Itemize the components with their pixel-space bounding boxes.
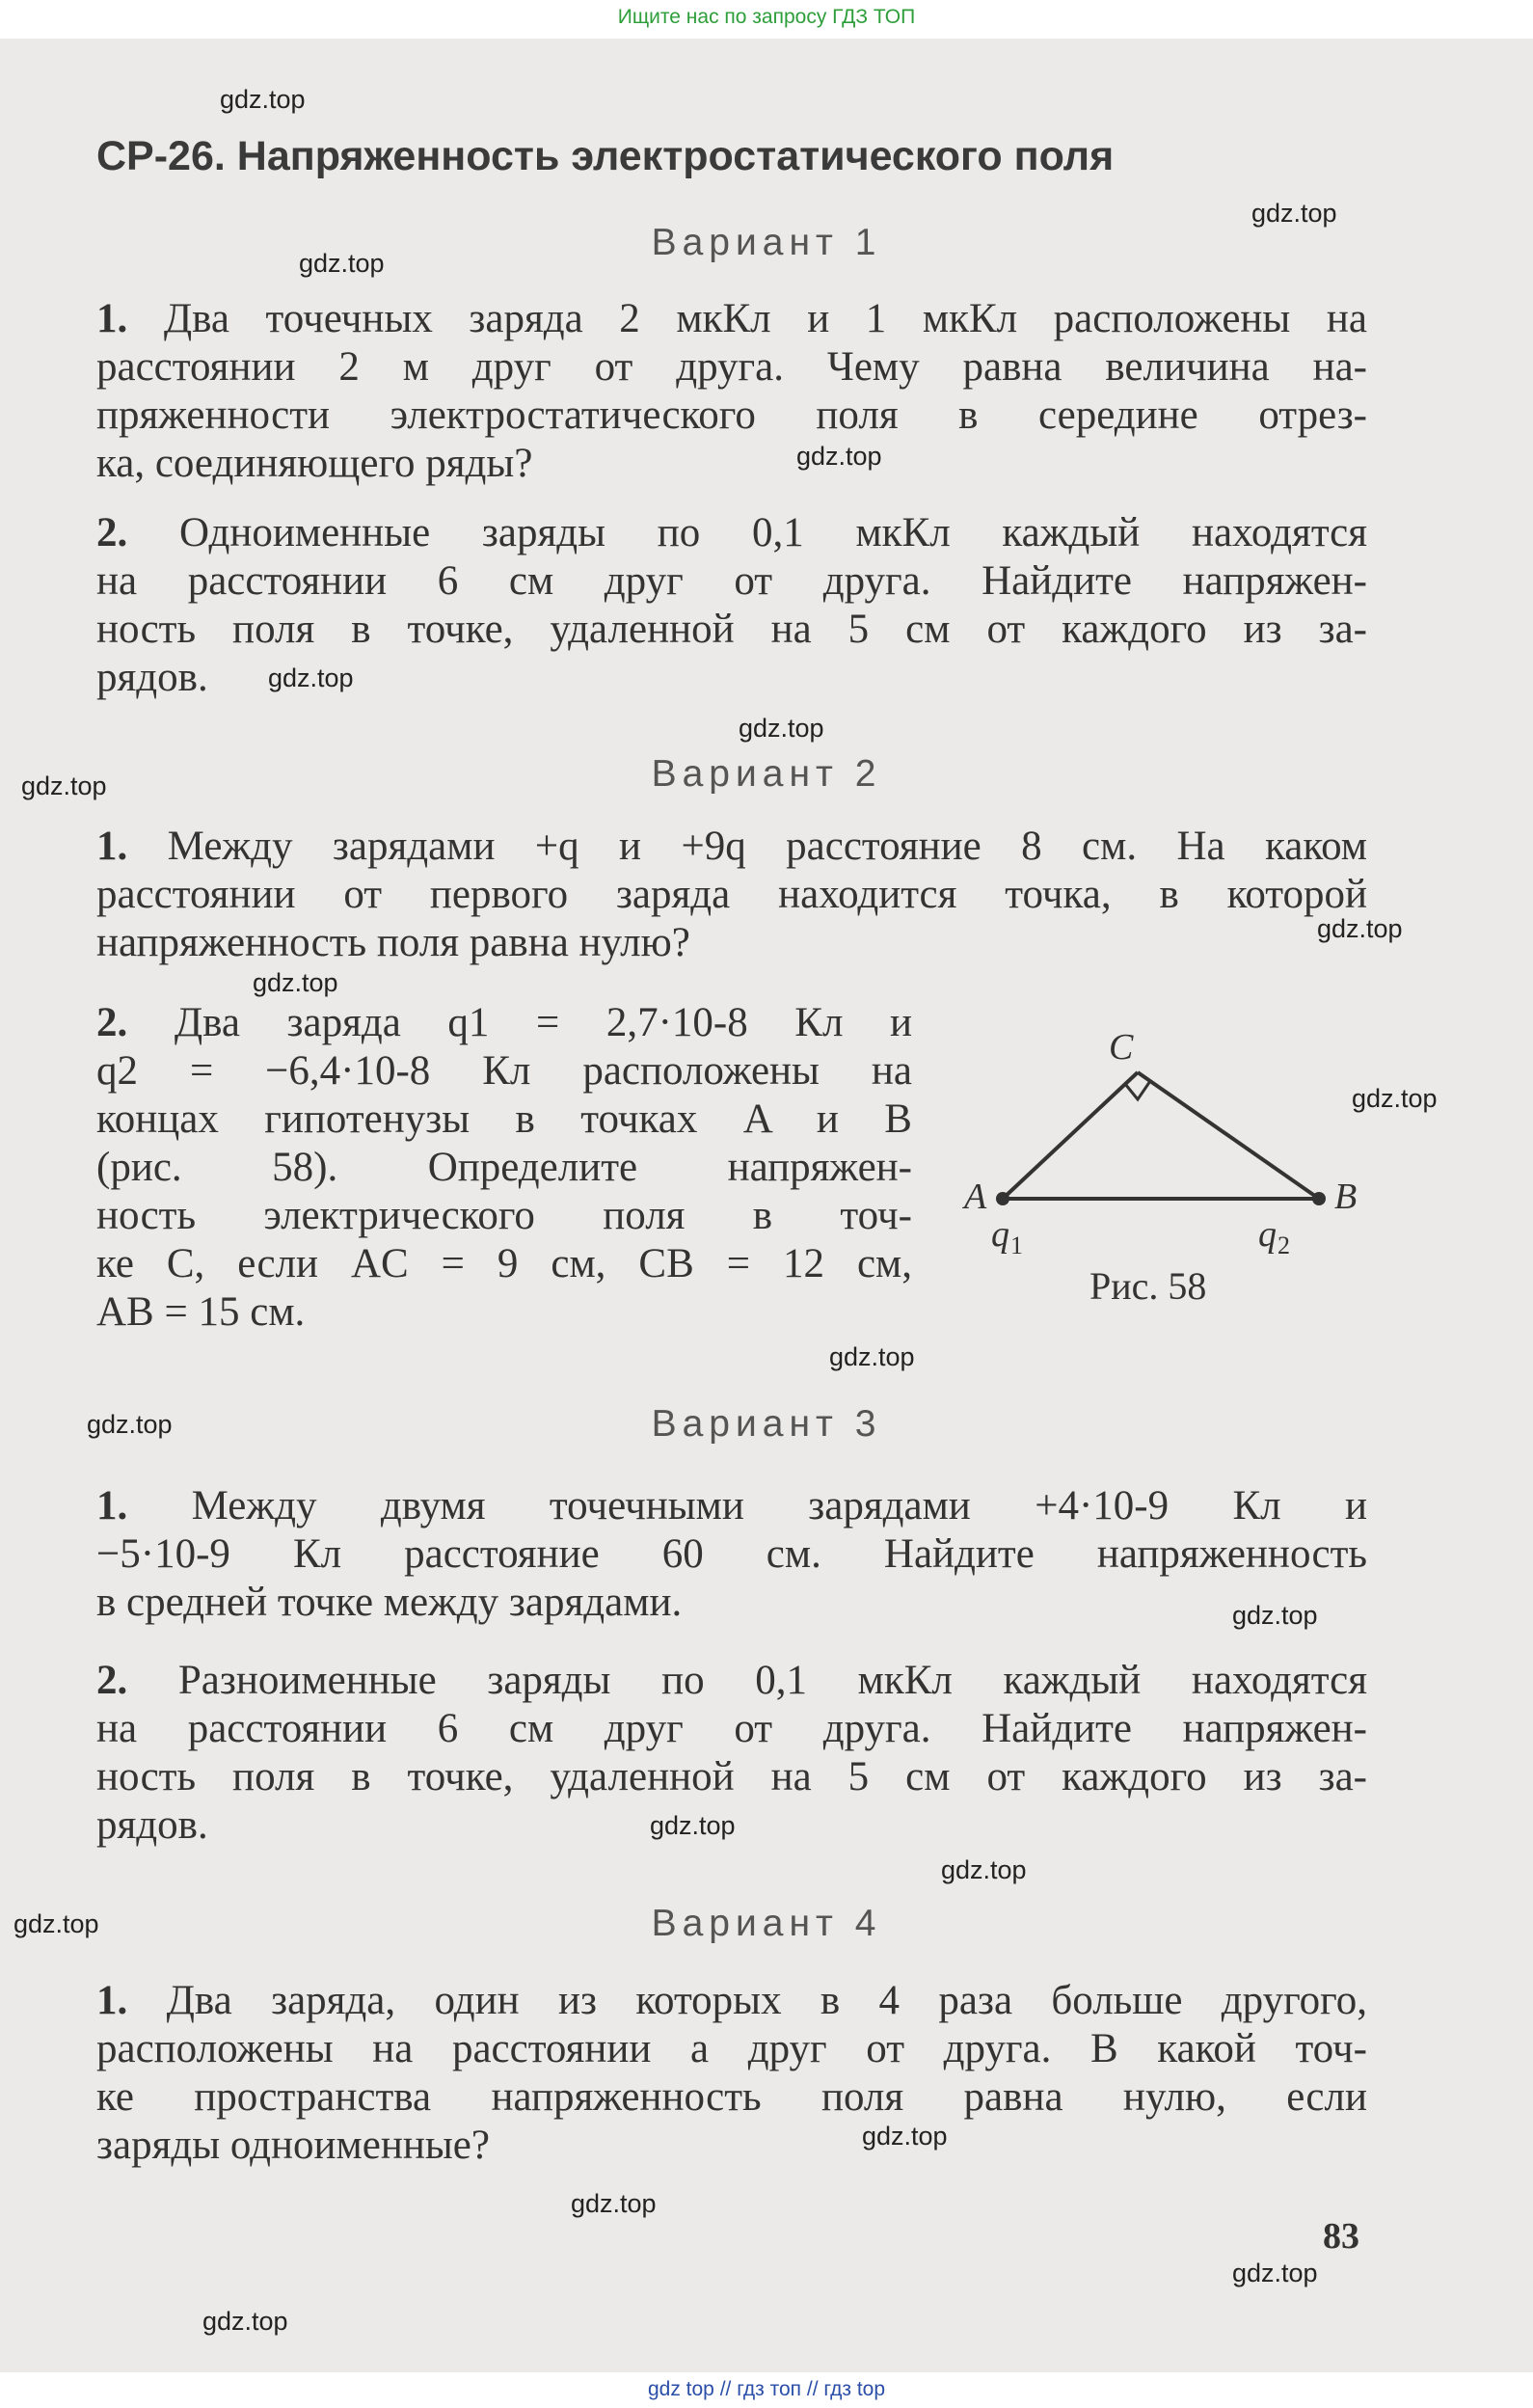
watermark: gdz.top bbox=[650, 1811, 736, 1840]
point-b bbox=[1312, 1192, 1326, 1205]
watermark: gdz.top bbox=[1232, 2259, 1318, 2287]
label-b: B bbox=[1334, 1177, 1358, 1217]
label-q2-subscript: 2 bbox=[1278, 1231, 1290, 1259]
variant-2-heading: Вариант 2 bbox=[651, 753, 882, 795]
label-q1-subscript: 1 bbox=[1010, 1231, 1023, 1259]
watermark: gdz.top bbox=[571, 2189, 657, 2218]
task-line: расположены на расстоянии a друг от друга. В какой точ- bbox=[96, 2026, 1367, 2071]
task-line: заряды одноименные? bbox=[96, 2123, 490, 2168]
watermark: gdz.top bbox=[739, 714, 824, 743]
task-line: пряженности электростатического поля в середине отрез- bbox=[96, 392, 1367, 438]
right-angle-mark bbox=[1125, 1081, 1150, 1099]
task-line: ность поля в точке, удаленной на 5 см от каждого из за- bbox=[96, 1754, 1367, 1799]
top-banner[interactable]: Ищите нас по запросу ГДЗ ТОП bbox=[617, 6, 916, 28]
task-line: ка, соединяющего ряды? bbox=[96, 441, 533, 486]
task-line: концах гипотенузы в точках A и B bbox=[96, 1096, 912, 1142]
side-cb bbox=[1138, 1072, 1319, 1199]
watermark: gdz.top bbox=[268, 663, 354, 692]
variant-4-heading: Вариант 4 bbox=[651, 1903, 882, 1944]
side-ac bbox=[1003, 1072, 1138, 1199]
variant-2-task-1 bbox=[96, 823, 1367, 967]
task-line: ке C, если AC = 9 см, CB = 12 см, bbox=[96, 1241, 912, 1286]
task-line: в средней точке между зарядами. bbox=[96, 1580, 683, 1625]
task-line: AB = 15 см. bbox=[96, 1289, 306, 1335]
page-number: 83 bbox=[1323, 2216, 1359, 2257]
watermark: gdz.top bbox=[299, 249, 385, 278]
watermark: gdz.top bbox=[1251, 199, 1337, 228]
watermark: gdz.top bbox=[87, 1410, 173, 1439]
variant-2-task-2 bbox=[96, 999, 912, 1337]
variant-3-heading: Вариант 3 bbox=[651, 1403, 882, 1445]
watermark: gdz.top bbox=[253, 968, 338, 997]
task-line: ность поля в точке, удаленной на 5 см от каждого из за- bbox=[96, 607, 1367, 652]
task-line: 1. Два заряда, один из которых в 4 раза больше другого, bbox=[96, 1978, 1367, 2023]
task-line: −5·10-9 Кл расстояние 60 см. Найдите напряженность bbox=[96, 1531, 1367, 1577]
watermark: gdz.top bbox=[1317, 914, 1403, 943]
variant-4-task-1 bbox=[96, 1977, 1367, 2170]
watermark: gdz.top bbox=[829, 1342, 915, 1371]
task-line: 1. Между двумя точечными зарядами +4·10-9 Кл и bbox=[96, 1483, 1367, 1529]
task-line: расстоянии от первого заряда находится точка, в которой bbox=[96, 872, 1367, 917]
point-a bbox=[996, 1192, 1009, 1205]
watermark: gdz.top bbox=[941, 1855, 1027, 1884]
watermark: gdz.top bbox=[21, 771, 107, 800]
task-line: расстоянии 2 м друг от друга. Чему равна величина на- bbox=[96, 344, 1367, 390]
variant-1-heading: Вариант 1 bbox=[651, 222, 882, 263]
label-c: C bbox=[1109, 1027, 1134, 1068]
task-line: на расстоянии 6 см друг от друга. Найдите напряжен- bbox=[96, 558, 1367, 604]
task-line: рядов. bbox=[96, 1802, 208, 1848]
watermark: gdz.top bbox=[796, 442, 882, 471]
label-a: A bbox=[964, 1177, 987, 1217]
bottom-banner[interactable]: gdz top // гдз топ // гдз top bbox=[647, 2378, 886, 2400]
watermark: gdz.top bbox=[220, 85, 306, 114]
task-line: 1. Между зарядами +q и +9q расстояние 8 см. На каком bbox=[96, 824, 1367, 869]
variant-3-task-1 bbox=[96, 1482, 1367, 1627]
label-q1: q bbox=[991, 1214, 1009, 1255]
watermark: gdz.top bbox=[1352, 1084, 1438, 1113]
task-line: 1. Два точечных заряда 2 мкКл и 1 мкКл расположены на bbox=[96, 296, 1367, 341]
task-line: напряженность поля равна нулю? bbox=[96, 920, 690, 965]
watermark: gdz.top bbox=[202, 2307, 288, 2336]
task-line: на расстоянии 6 см друг от друга. Найдите напряжен- bbox=[96, 1706, 1367, 1751]
watermark: gdz.top bbox=[862, 2122, 948, 2151]
figure-caption: Рис. 58 bbox=[1089, 1264, 1207, 1308]
page-title: СР-26. Напряженность электростатического поля bbox=[96, 133, 1115, 179]
task-line: ке пространства напряженность поля равна нулю, если bbox=[96, 2074, 1367, 2120]
task-line: (рис. 58). Определите напряжен- bbox=[96, 1145, 912, 1190]
task-line: 2. Разноименные заряды по 0,1 мкКл каждый находятся bbox=[96, 1658, 1367, 1703]
task-line: ность электрического поля в точ- bbox=[96, 1193, 912, 1238]
variant-1-task-1 bbox=[96, 295, 1367, 488]
label-q2: q bbox=[1258, 1214, 1277, 1255]
task-line: q2 = −6,4·10-8 Кл расположены на bbox=[96, 1048, 912, 1094]
task-line: рядов. bbox=[96, 655, 208, 700]
task-line: 2. Два заряда q1 = 2,7·10-8 Кл и bbox=[96, 1000, 912, 1045]
watermark: gdz.top bbox=[13, 1909, 99, 1938]
task-line: 2. Одноименные заряды по 0,1 мкКл каждый находятся bbox=[96, 510, 1368, 555]
watermark: gdz.top bbox=[1232, 1601, 1318, 1630]
